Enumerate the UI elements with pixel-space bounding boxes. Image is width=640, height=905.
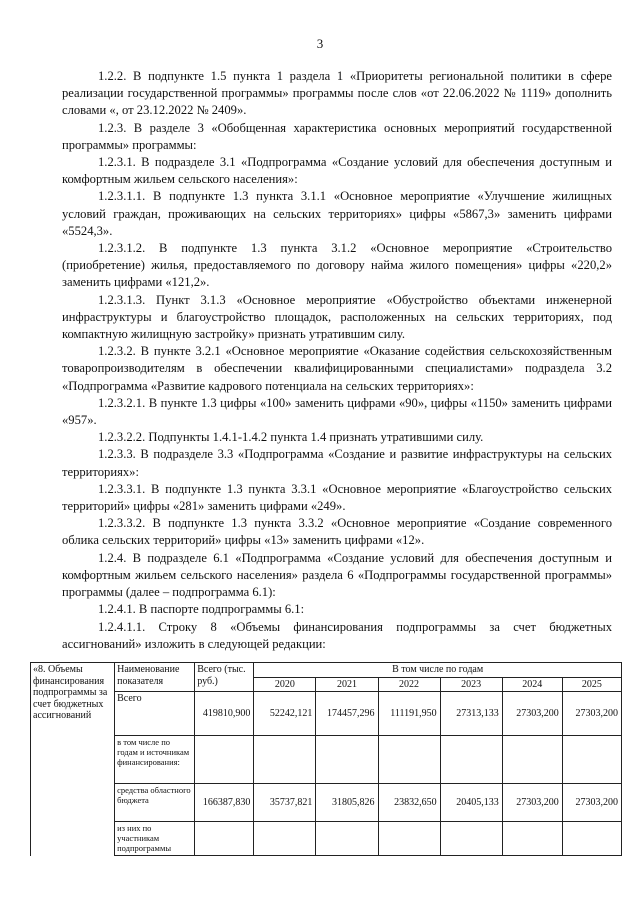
row-total [195,822,254,856]
row-label-cell: «8. Объемы финансирования подпрограммы за счет бюджетных ассигнований [31,663,115,856]
row-value: 174457,296 [316,692,378,736]
row-name: Всего [115,692,195,736]
header-years-group: В том числе по годам [254,663,622,678]
row-value: 27303,200 [562,784,621,822]
page-number: 3 [316,36,324,51]
row-total: 166387,830 [195,784,254,822]
header-year: 2025 [562,677,621,692]
table-header-row [31,663,622,678]
document-body [62,68,612,653]
row-name: в том числе по годам и источникам финансирования: [115,736,195,784]
row-value: 20405,133 [440,784,502,822]
table-row [31,692,622,736]
row-value: 52242,121 [254,692,316,736]
row-value [254,736,316,784]
paragraph: 1.2.3.2. В пункте 3.2.1 «Основное мероприятие «Оказание содействия сельскохозяйственным товаропроизводителям в обеспечении квалифицированными специалистами» подраздела 3.2 «Подпрограмма «Развитие кадрового потенциала на сельских территориях»: [62,344,612,393]
paragraph: 1.2.4.1.1. Строку 8 «Объемы финансирования подпрограммы за счет бюджетных ассигнований» изложить в следующей редакции: [62,619,612,651]
row-value: 27303,200 [502,692,562,736]
header-year: 2022 [378,677,440,692]
row-name: из них по участникам подпрограммы [115,822,195,856]
row-value [254,822,316,856]
paragraph: 1.2.3.1.2. В подпункте 1.3 пункта 3.1.2 «Основное мероприятие «Строительство (приобретение) жилья, предоставляемого по договору найма жилого помещения» цифры «220,2» заменить цифрами «121,2». [62,241,612,290]
row-value: 27313,133 [440,692,502,736]
financing-table [30,662,622,856]
table-row [31,736,622,784]
row-value [562,822,621,856]
paragraph: 1.2.3.2.1. В пункте 1.3 цифры «100» заменить цифрами «90», цифры «1150» заменить цифрами «957». [62,395,612,428]
paragraph: 1.2.2. В подпункте 1.5 пункта 1 раздела 1 «Приоритеты региональной политики в сфере реализации государственной программы» программы после слов «от 22.06.2022 № 1119» дополнить словами «, от 23.12.2022 № 2409». [62,69,612,118]
header-year: 2020 [254,677,316,692]
row-value [562,736,621,784]
header-year: 2021 [316,677,378,692]
paragraph: 1.2.3.3. В подразделе 3.3 «Подпрограмма «Создание и развитие инфраструктуры на сельских территориях»: [62,447,612,479]
row-value [440,736,502,784]
row-total: 419810,900 [195,692,254,736]
paragraph: 1.2.3.1.1. В подпункте 1.3 пункта 3.1.1 «Основное мероприятие «Улучшение жилищных условий граждан, проживающих на сельских территориях» цифры «5867,3» заменить цифрами «5524,3». [62,189,612,238]
row-value [502,822,562,856]
paragraph: 1.2.3.1. В подразделе 3.1 «Подпрограмма «Создание условий для обеспечения доступным и комфортным жильем сельского населения»: [62,155,612,187]
row-value: 23832,650 [378,784,440,822]
row-value: 27303,200 [562,692,621,736]
paragraph: 1.2.3.3.2. В подпункте 1.3 пункта 3.3.2 «Основное мероприятие «Создание современного облика сельских территорий» цифры «13» заменить цифрами «12». [62,516,612,548]
header-indicator: Наименование показателя [115,663,195,692]
header-year: 2024 [502,677,562,692]
row-value [440,822,502,856]
row-name: средства областного бюджета [115,784,195,822]
row-value: 31805,826 [316,784,378,822]
row-value [502,736,562,784]
row-value: 27303,200 [502,784,562,822]
row-value [316,736,378,784]
paragraph: 1.2.3.1.3. Пункт 3.1.3 «Основное мероприятие «Обустройство объектами инженерной инфраструктуры и благоустройство площадок, расположенных на сельских территориях, под компактную жилищную застройку» признать утратившим силу. [62,292,612,342]
header-total: Всего (тыс. руб.) [195,663,254,692]
row-total [195,736,254,784]
row-value: 35737,821 [254,784,316,822]
table-row [31,784,622,822]
paragraph: 1.2.4.1. В паспорте подпрограммы 6.1: [98,602,305,617]
row-value [378,736,440,784]
paragraph: 1.2.4. В подразделе 6.1 «Подпрограмма «Создание условий для обеспечения доступным и комфортным жильем сельского населения» раздела 6 «Подпрограммы государственной программы» программы (далее – подпрограмма 6.1): [62,550,612,600]
table-row [31,822,622,856]
paragraph: 1.2.3.2.2. Подпункты 1.4.1-1.4.2 пункта 1.4 признать утратившими силу. [98,430,484,445]
row-value [316,822,378,856]
row-value: 111191,950 [378,692,440,736]
paragraph: 1.2.3. В разделе 3 «Обобщенная характеристика основных мероприятий государственной программы» программы: [62,120,612,152]
header-year: 2023 [440,677,502,692]
paragraph: 1.2.3.3.1. В подпункте 1.3 пункта 3.3.1 «Основное мероприятие «Благоустройство сельских территорий» цифры «281» заменить цифрами «249». [62,481,612,514]
row-value [378,822,440,856]
